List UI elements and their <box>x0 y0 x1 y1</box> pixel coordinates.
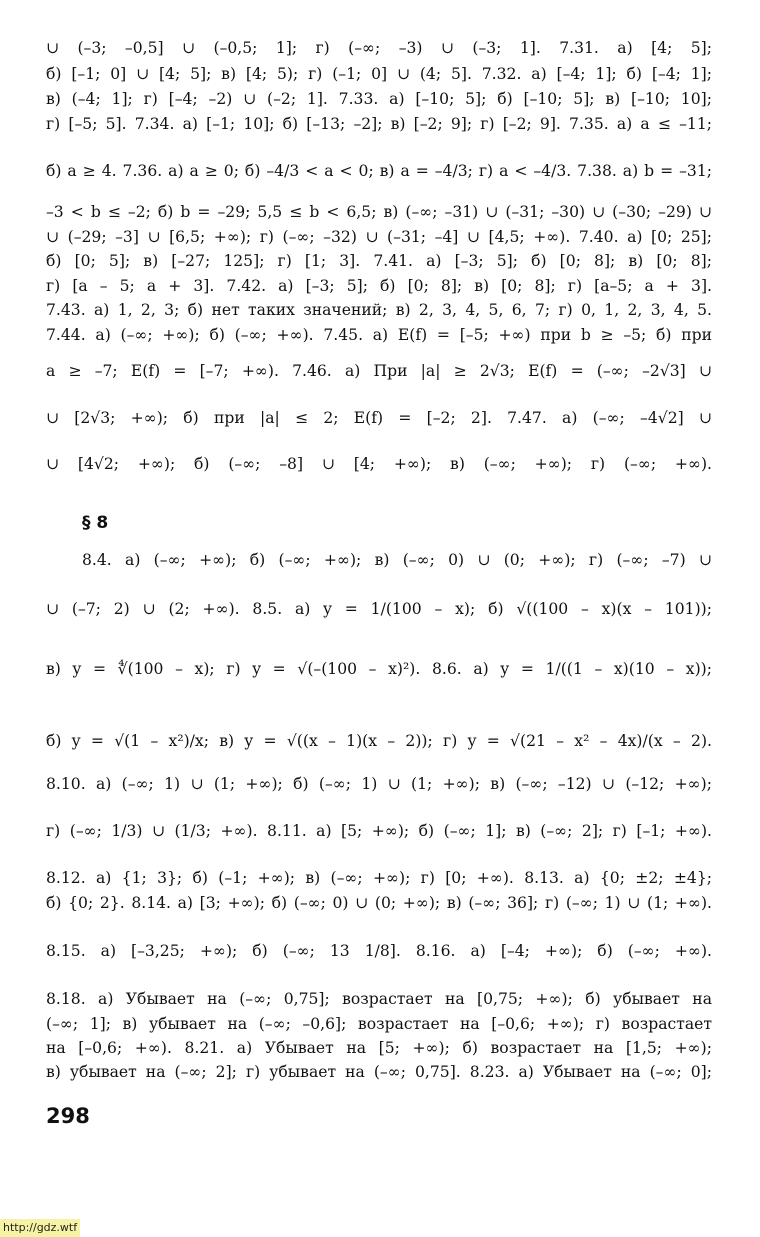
answer-line: ∪ (–29; –3] ∪ [6,5; +∞); г) (–∞; –32) ∪ (–31; –4] ∪ [4,5; +∞). 7.40. а) [0; 25]; <box>46 228 712 246</box>
answer-line: на [–0,6; +∞). 8.21. а) Убывает на [5; +∞); б) возрастает на [1,5; +∞); <box>46 1039 712 1057</box>
answer-line: 8.18. а) Убывает на (–∞; 0,75]; возрастает на [0,75; +∞); б) убывает на <box>46 990 712 1008</box>
answer-line: 8.4. а) (–∞; +∞); б) (–∞; +∞); в) (–∞; 0) ∪ (0; +∞); г) (–∞; –7) ∪ <box>82 551 712 569</box>
answer-line: 8.15. а) [–3,25; +∞); б) (–∞; 13 1/8]. 8.16. а) [–4; +∞); б) (–∞; +∞). <box>46 942 712 960</box>
section-heading: § 8 <box>82 513 109 533</box>
page-number: 298 <box>46 1104 90 1128</box>
answer-line: 8.12. а) {1; 3}; б) (–1; +∞); в) (–∞; +∞); г) [0; +∞). 8.13. а) {0; ±2; ±4}; <box>46 869 712 887</box>
answer-line: г) [–5; 5]. 7.34. а) [–1; 10]; б) [–13; –2]; в) [–2; 9]; г) [–2; 9]. 7.35. а) a ≤ –11; <box>46 115 712 133</box>
answer-line: б) [–1; 0] ∪ [4; 5]; в) [4; 5); г) (–1; 0] ∪ (4; 5]. 7.32. а) [–4; 1]; б) [–4; 1]; <box>46 65 712 83</box>
answer-line: 7.44. а) (–∞; +∞); б) (–∞; +∞). 7.45. а) E(f) = [–5; +∞) при b ≥ –5; б) при <box>46 326 712 344</box>
answer-line: ∪ [2√3; +∞); б) при |a| ≤ 2; E(f) = [–2; 2]. 7.47. а) (–∞; –4√2] ∪ <box>46 409 712 427</box>
answer-line: в) (–4; 1]; г) [–4; –2) ∪ (–2; 1]. 7.33. а) [–10; 5]; б) [–10; 5]; в) [–10; 10]; <box>46 90 712 108</box>
watermark-link[interactable]: http://gdz.wtf <box>0 1219 80 1237</box>
answer-line: б) [0; 5]; в) [–27; 125]; г) [1; 3]. 7.41. а) [–3; 5]; б) [0; 8]; в) [0; 8]; <box>46 252 712 270</box>
answer-line: ∪ [4√2; +∞); б) (–∞; –8] ∪ [4; +∞); в) (–∞; +∞); г) (–∞; +∞). <box>46 455 712 473</box>
answer-line: ∪ (–7; 2) ∪ (2; +∞). 8.5. а) y = 1/(100 – x); б) √((100 – x)(x – 101)); <box>46 600 712 618</box>
answer-line: 7.43. а) 1, 2, 3; б) нет таких значений; в) 2, 3, 4, 5, 6, 7; г) 0, 1, 2, 3, 4, 5. <box>46 301 712 319</box>
answer-line: в) убывает на (–∞; 2]; г) убывает на (–∞; 0,75]. 8.23. а) Убывает на (–∞; 0]; <box>46 1063 712 1081</box>
answer-line: г) [a – 5; a + 3]. 7.42. а) [–3; 5]; б) [0; 8]; в) [0; 8]; г) [a–5; a + 3]. <box>46 277 712 295</box>
answer-line: ∪ (–3; –0,5] ∪ (–0,5; 1]; г) (–∞; –3) ∪ (–3; 1]. 7.31. а) [4; 5]; <box>46 39 712 57</box>
answer-line: б) y = √(1 – x²)/x; в) y = √((x – 1)(x – 2)); г) y = √(21 – x² – 4x)/(x – 2). <box>46 732 712 750</box>
answer-line: –3 < b ≤ –2; б) b = –29; 5,5 ≤ b < 6,5; в) (–∞; –31) ∪ (–31; –30) ∪ (–30; –29) ∪ <box>46 203 712 221</box>
answer-line: в) y = ∜(100 – x); г) y = √(–(100 – x)²). 8.6. а) y = 1/((1 – x)(10 – x)); <box>46 660 712 678</box>
answer-line: a ≥ –7; E(f) = [–7; +∞). 7.46. а) При |a| ≥ 2√3; E(f) = (–∞; –2√3] ∪ <box>46 362 712 380</box>
answer-line: б) {0; 2}. 8.14. а) [3; +∞); б) (–∞; 0) ∪ (0; +∞); в) (–∞; 36]; г) (–∞; 1) ∪ (1; +∞). <box>46 894 712 912</box>
answer-line: б) a ≥ 4. 7.36. а) a ≥ 0; б) –4/3 < a < 0; в) a = –4/3; г) a < –4/3. 7.38. а) b = –31; <box>46 162 712 180</box>
answer-line: (–∞; 1]; в) убывает на (–∞; –0,6]; возрастает на [–0,6; +∞); г) возрастает <box>46 1015 712 1033</box>
answer-line: г) (–∞; 1/3) ∪ (1/3; +∞). 8.11. а) [5; +∞); б) (–∞; 1]; в) (–∞; 2]; г) [–1; +∞). <box>46 822 712 840</box>
answer-line: 8.10. а) (–∞; 1) ∪ (1; +∞); б) (–∞; 1) ∪ (1; +∞); в) (–∞; –12) ∪ (–12; +∞); <box>46 775 712 793</box>
